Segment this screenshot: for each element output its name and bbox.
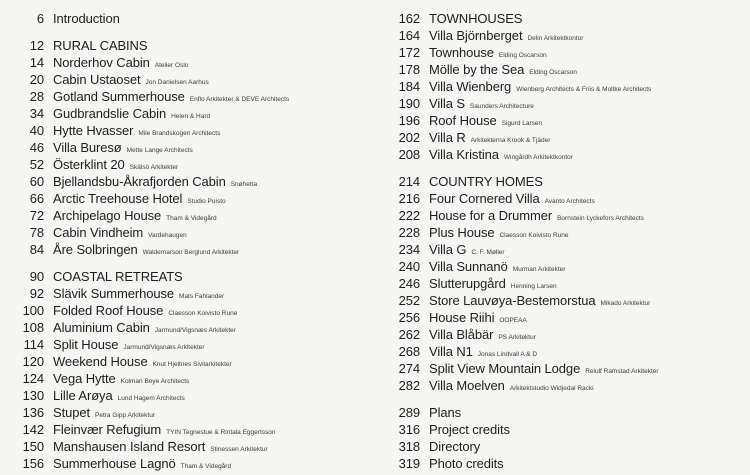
toc-entry-credit: Kolman Boye Architects xyxy=(120,378,190,385)
toc-entry-title: Summerhouse Lagnö xyxy=(53,456,176,471)
toc-group xyxy=(8,268,368,472)
toc-entry-credit: Elding Oscarson xyxy=(529,69,577,76)
toc-page-number: 256 xyxy=(398,310,420,325)
toc-page-number: 318 xyxy=(398,439,420,454)
toc-entry-credit: Vardehaugen xyxy=(148,232,187,239)
toc-entry-title: Cabin Vindheim xyxy=(53,225,144,240)
toc-group xyxy=(384,173,744,394)
toc-entry-title: Townhouse xyxy=(429,45,494,60)
toc-entry-title: Folded Roof House xyxy=(53,303,164,318)
toc-page-number: 178 xyxy=(398,62,420,77)
toc-page-number: 316 xyxy=(398,422,420,437)
toc-entry-title: Cabin Ustaoset xyxy=(53,72,141,87)
toc-row xyxy=(8,190,368,207)
toc-entry-title: Gudbrandslie Cabin xyxy=(53,106,167,121)
toc-row xyxy=(8,285,368,302)
toc-row xyxy=(384,129,744,146)
toc-entry-credit: Elding Oscarson xyxy=(498,52,547,59)
toc-entry-credit: Skälsö Arkitekter xyxy=(129,164,179,171)
toc-row xyxy=(384,207,744,224)
toc-entry-credit: Jonas Lindvall A & D xyxy=(477,351,538,358)
toc-entry-credit: PS Arkitektur xyxy=(498,334,536,341)
toc-page-number: 156 xyxy=(22,456,44,471)
toc-row xyxy=(384,404,744,421)
toc-entry-title: Plans xyxy=(429,405,462,420)
toc-row xyxy=(384,309,744,326)
toc-entry-title: Weekend House xyxy=(53,354,148,369)
toc-entry-title: Plus House xyxy=(429,225,495,240)
toc-entry-credit: C. F. Møller xyxy=(471,249,505,256)
toc-section-row xyxy=(384,173,744,190)
toc-entry-credit: Saunders Architecture xyxy=(469,103,534,110)
toc-row xyxy=(384,112,744,129)
toc-entry-credit: Mikado Arkitektur xyxy=(600,300,651,307)
toc-row xyxy=(384,78,744,95)
toc-entry-title: Villa Moelven xyxy=(429,378,505,393)
toc-section-title: COASTAL RETREATS xyxy=(53,269,183,284)
toc-page-number: 282 xyxy=(398,378,420,393)
toc-entry-credit: Petra Gipp Arkitektur xyxy=(95,412,155,419)
toc-entry-title: Villa Kristina xyxy=(429,147,499,162)
toc-entry-title: House for a Drummer xyxy=(429,208,553,223)
toc-page-number: 90 xyxy=(29,269,44,284)
toc-entry-title: Archipelago House xyxy=(53,208,162,223)
toc-entry-credit: TYIN Tegnestue & Rintala Eggertsson xyxy=(166,429,276,436)
toc-page-number: 214 xyxy=(398,174,420,189)
toc-group xyxy=(8,10,368,27)
toc-entry-title: Villa S xyxy=(429,96,465,111)
toc-group xyxy=(384,404,744,472)
toc-page-number: 142 xyxy=(22,422,44,437)
toc-row xyxy=(384,292,744,309)
toc-row xyxy=(8,319,368,336)
toc-entry-credit: Jarmund/Vigsnæs Arkitekter xyxy=(123,344,205,351)
toc-page-number: 274 xyxy=(398,361,420,376)
toc-page-number: 216 xyxy=(398,191,420,206)
toc-row xyxy=(8,438,368,455)
toc-entry-credit: Mile Brandskogen Architects xyxy=(138,130,221,137)
toc-left-page xyxy=(8,10,368,472)
toc-entry-title: Gotland Summerhouse xyxy=(53,89,185,104)
toc-entry-title: Photo credits xyxy=(429,456,504,471)
toc-row xyxy=(8,71,368,88)
toc-entry-credit: Sigurd Larsen xyxy=(501,120,543,127)
toc-entry-title: Hytte Hvasser xyxy=(53,123,134,138)
toc-page-number: 234 xyxy=(398,242,420,257)
toc-row xyxy=(8,105,368,122)
toc-page-number: 72 xyxy=(29,208,44,223)
toc-page-number: 120 xyxy=(22,354,44,369)
toc-entry-credit: Waldemarson Berglund Arkitekter xyxy=(142,249,240,256)
toc-entry-title: Villa Björnberget xyxy=(429,28,523,43)
toc-page-number: 252 xyxy=(398,293,420,308)
toc-page-number: 190 xyxy=(398,96,420,111)
toc-entry-credit: Wienberg Architects & Friis & Moltke Architects xyxy=(516,86,652,93)
toc-section-row xyxy=(8,37,368,54)
toc-page-number: 14 xyxy=(29,55,44,70)
toc-entry-title: Villa G xyxy=(429,242,467,257)
toc-entry-title: Roof House xyxy=(429,113,497,128)
toc-page-number: 100 xyxy=(22,303,44,318)
toc-entry-credit: Claesson Koivisto Rune xyxy=(168,310,238,317)
toc-entry-credit: Reiulf Ramstad Arkitekter xyxy=(585,368,659,375)
toc-row xyxy=(384,421,744,438)
toc-entry-title: Villa Buresø xyxy=(53,140,122,155)
toc-row xyxy=(384,377,744,394)
toc-page-number: 150 xyxy=(22,439,44,454)
toc-page-number: 184 xyxy=(398,79,420,94)
toc-entry-title: Project credits xyxy=(429,422,510,437)
toc-page-number: 222 xyxy=(398,208,420,223)
toc-entry-title: Fleinvær Refugium xyxy=(53,422,162,437)
toc-entry-credit: Jarmund/Vigsnæs Arkitekter xyxy=(154,327,236,334)
toc-section-title: TOWNHOUSES xyxy=(429,11,523,26)
toc-page-number: 268 xyxy=(398,344,420,359)
toc-entry-title: Mölle by the Sea xyxy=(429,62,525,77)
toc-row xyxy=(384,343,744,360)
toc-section-title: RURAL CABINS xyxy=(53,38,148,53)
toc-entry-title: Manshausen Island Resort xyxy=(53,439,206,454)
toc-row xyxy=(8,336,368,353)
toc-row xyxy=(384,61,744,78)
toc-entry-title: Villa Blåbär xyxy=(429,327,494,342)
toc-row xyxy=(8,370,368,387)
toc-entry-title: Åre Solbringen xyxy=(53,242,138,257)
toc-page-number: 92 xyxy=(29,286,44,301)
toc-entry-title: Österklint 20 xyxy=(53,157,125,172)
toc-entry-credit: Mette Lange Architects xyxy=(126,147,193,154)
toc-entry-title: Norderhov Cabin xyxy=(53,55,150,70)
toc-row xyxy=(8,173,368,190)
toc-page-number: 108 xyxy=(22,320,44,335)
toc-page-number: 84 xyxy=(29,242,44,257)
toc-page-number: 28 xyxy=(29,89,44,104)
toc-entry-title: Split House xyxy=(53,337,119,352)
toc-entry-credit: Snøhetta xyxy=(230,181,258,188)
toc-row xyxy=(384,224,744,241)
toc-entry-title: Store Lauvøya-Bestemorstua xyxy=(429,293,596,308)
toc-row xyxy=(8,353,368,370)
toc-page-number: 228 xyxy=(398,225,420,240)
toc-entry-title: Slutterupgård xyxy=(429,276,506,291)
toc-entry-credit: Wingårdh Arkitektkontor xyxy=(503,154,573,161)
toc-entry-title: Arctic Treehouse Hotel xyxy=(53,191,183,206)
toc-row xyxy=(8,207,368,224)
toc-entry-credit: Delin Arkitektkontor xyxy=(527,35,584,42)
toc-row xyxy=(384,326,744,343)
toc-row xyxy=(384,438,744,455)
toc-page-number: 164 xyxy=(398,28,420,43)
toc-page-number: 136 xyxy=(22,405,44,420)
toc-page-number: 319 xyxy=(398,456,420,471)
toc-page-number: 66 xyxy=(29,191,44,206)
toc-entry-credit: Claesson Koivisto Rune xyxy=(499,232,569,239)
toc-row xyxy=(8,455,368,472)
toc-page-number: 12 xyxy=(29,38,44,53)
toc-section-row xyxy=(384,10,744,27)
toc-entry-credit: Studio Puisto xyxy=(187,198,226,205)
toc-page-number: 6 xyxy=(36,11,44,26)
toc-row xyxy=(384,455,744,472)
toc-entry-credit: OOPEAA xyxy=(499,317,527,324)
toc-entry-title: Villa Sunnanö xyxy=(429,259,508,274)
toc-entry-title: House Riihi xyxy=(429,310,495,325)
toc-row xyxy=(384,258,744,275)
toc-page-number: 289 xyxy=(398,405,420,420)
toc-entry-title: Bjellandsbu-Åkrafjorden Cabin xyxy=(53,174,226,189)
toc-entry-title: Aluminium Cabin xyxy=(53,320,150,335)
toc-entry-title: Villa R xyxy=(429,130,466,145)
toc-row xyxy=(8,421,368,438)
toc-page-number: 246 xyxy=(398,276,420,291)
toc-page-number: 202 xyxy=(398,130,420,145)
toc-entry-credit: Tham & Videgård xyxy=(166,215,217,222)
toc-row xyxy=(8,122,368,139)
toc-page-number: 130 xyxy=(22,388,44,403)
toc-row xyxy=(8,241,368,258)
toc-entry-credit: Stinessen Arkitektur xyxy=(210,446,268,453)
toc-page-number: 40 xyxy=(29,123,44,138)
toc-page-number: 262 xyxy=(398,327,420,342)
toc-entry-credit: Lund Hagem Architects xyxy=(117,395,185,402)
toc-page-number: 124 xyxy=(22,371,44,386)
toc-entry-credit: Jon Danielsen Aarhus xyxy=(145,79,209,86)
toc-row xyxy=(8,54,368,71)
toc-page-number: 162 xyxy=(398,11,420,26)
toc-row xyxy=(384,27,744,44)
toc-entry-credit: Mats Fahlander xyxy=(179,293,225,300)
toc-row xyxy=(8,302,368,319)
toc-entry-credit: Arkitekterna Krook & Tjäder xyxy=(470,137,551,144)
toc-entry-title: Introduction xyxy=(53,11,120,26)
toc-entry-credit: Tham & Videgård xyxy=(180,463,232,470)
toc-page-number: 172 xyxy=(398,45,420,60)
toc-entry-credit: Enflo Arkitekter & DEVE Architects xyxy=(189,96,290,103)
toc-entry-credit: Avanto Architects xyxy=(544,198,595,205)
toc-page-number: 208 xyxy=(398,147,420,162)
toc-page-number: 34 xyxy=(29,106,44,121)
toc-row xyxy=(8,139,368,156)
toc-entry-title: Villa N1 xyxy=(429,344,473,359)
toc-page-number: 240 xyxy=(398,259,420,274)
toc-entry-credit: Atelier Oslo xyxy=(154,62,189,69)
toc-page-number: 52 xyxy=(29,157,44,172)
toc-entry-credit: Bornstein Lyckefors Architects xyxy=(557,215,644,222)
toc-group xyxy=(8,37,368,258)
toc-row xyxy=(8,404,368,421)
toc-row xyxy=(384,190,744,207)
toc-entry-title: Directory xyxy=(429,439,481,454)
toc-entry-credit: Arkitektstudio Widjedal Racki xyxy=(509,385,594,392)
toc-row xyxy=(384,360,744,377)
toc-page-number: 60 xyxy=(29,174,44,189)
toc-entry-title: Vega Hytte xyxy=(53,371,116,386)
toc-right-page xyxy=(384,10,744,472)
toc-entry-credit: Knut Hjeltnes Sivilarkitekter xyxy=(152,361,232,368)
toc-page-number: 78 xyxy=(29,225,44,240)
toc-entry-title: Split View Mountain Lodge xyxy=(429,361,581,376)
toc-entry-title: Slävik Summerhouse xyxy=(53,286,175,301)
toc-entry-title: Lille Arøya xyxy=(53,388,113,403)
toc-page-number: 196 xyxy=(398,113,420,128)
toc-row xyxy=(8,10,368,27)
toc-entry-credit: Murman Arkitekter xyxy=(512,266,566,273)
toc-entry-title: Four Cornered Villa xyxy=(429,191,540,206)
toc-section-title: COUNTRY HOMES xyxy=(429,174,543,189)
toc-section-row xyxy=(8,268,368,285)
toc-group xyxy=(384,10,744,163)
toc-page-number: 46 xyxy=(29,140,44,155)
toc-entry-credit: Henning Larsen xyxy=(510,283,557,290)
toc-row xyxy=(384,146,744,163)
toc-page-number: 20 xyxy=(29,72,44,87)
toc-entry-title: Stupet xyxy=(53,405,90,420)
toc-entry-title: Villa Wienberg xyxy=(429,79,512,94)
toc-entry-credit: Helen & Hard xyxy=(171,113,211,120)
toc-page-number: 114 xyxy=(23,337,44,352)
